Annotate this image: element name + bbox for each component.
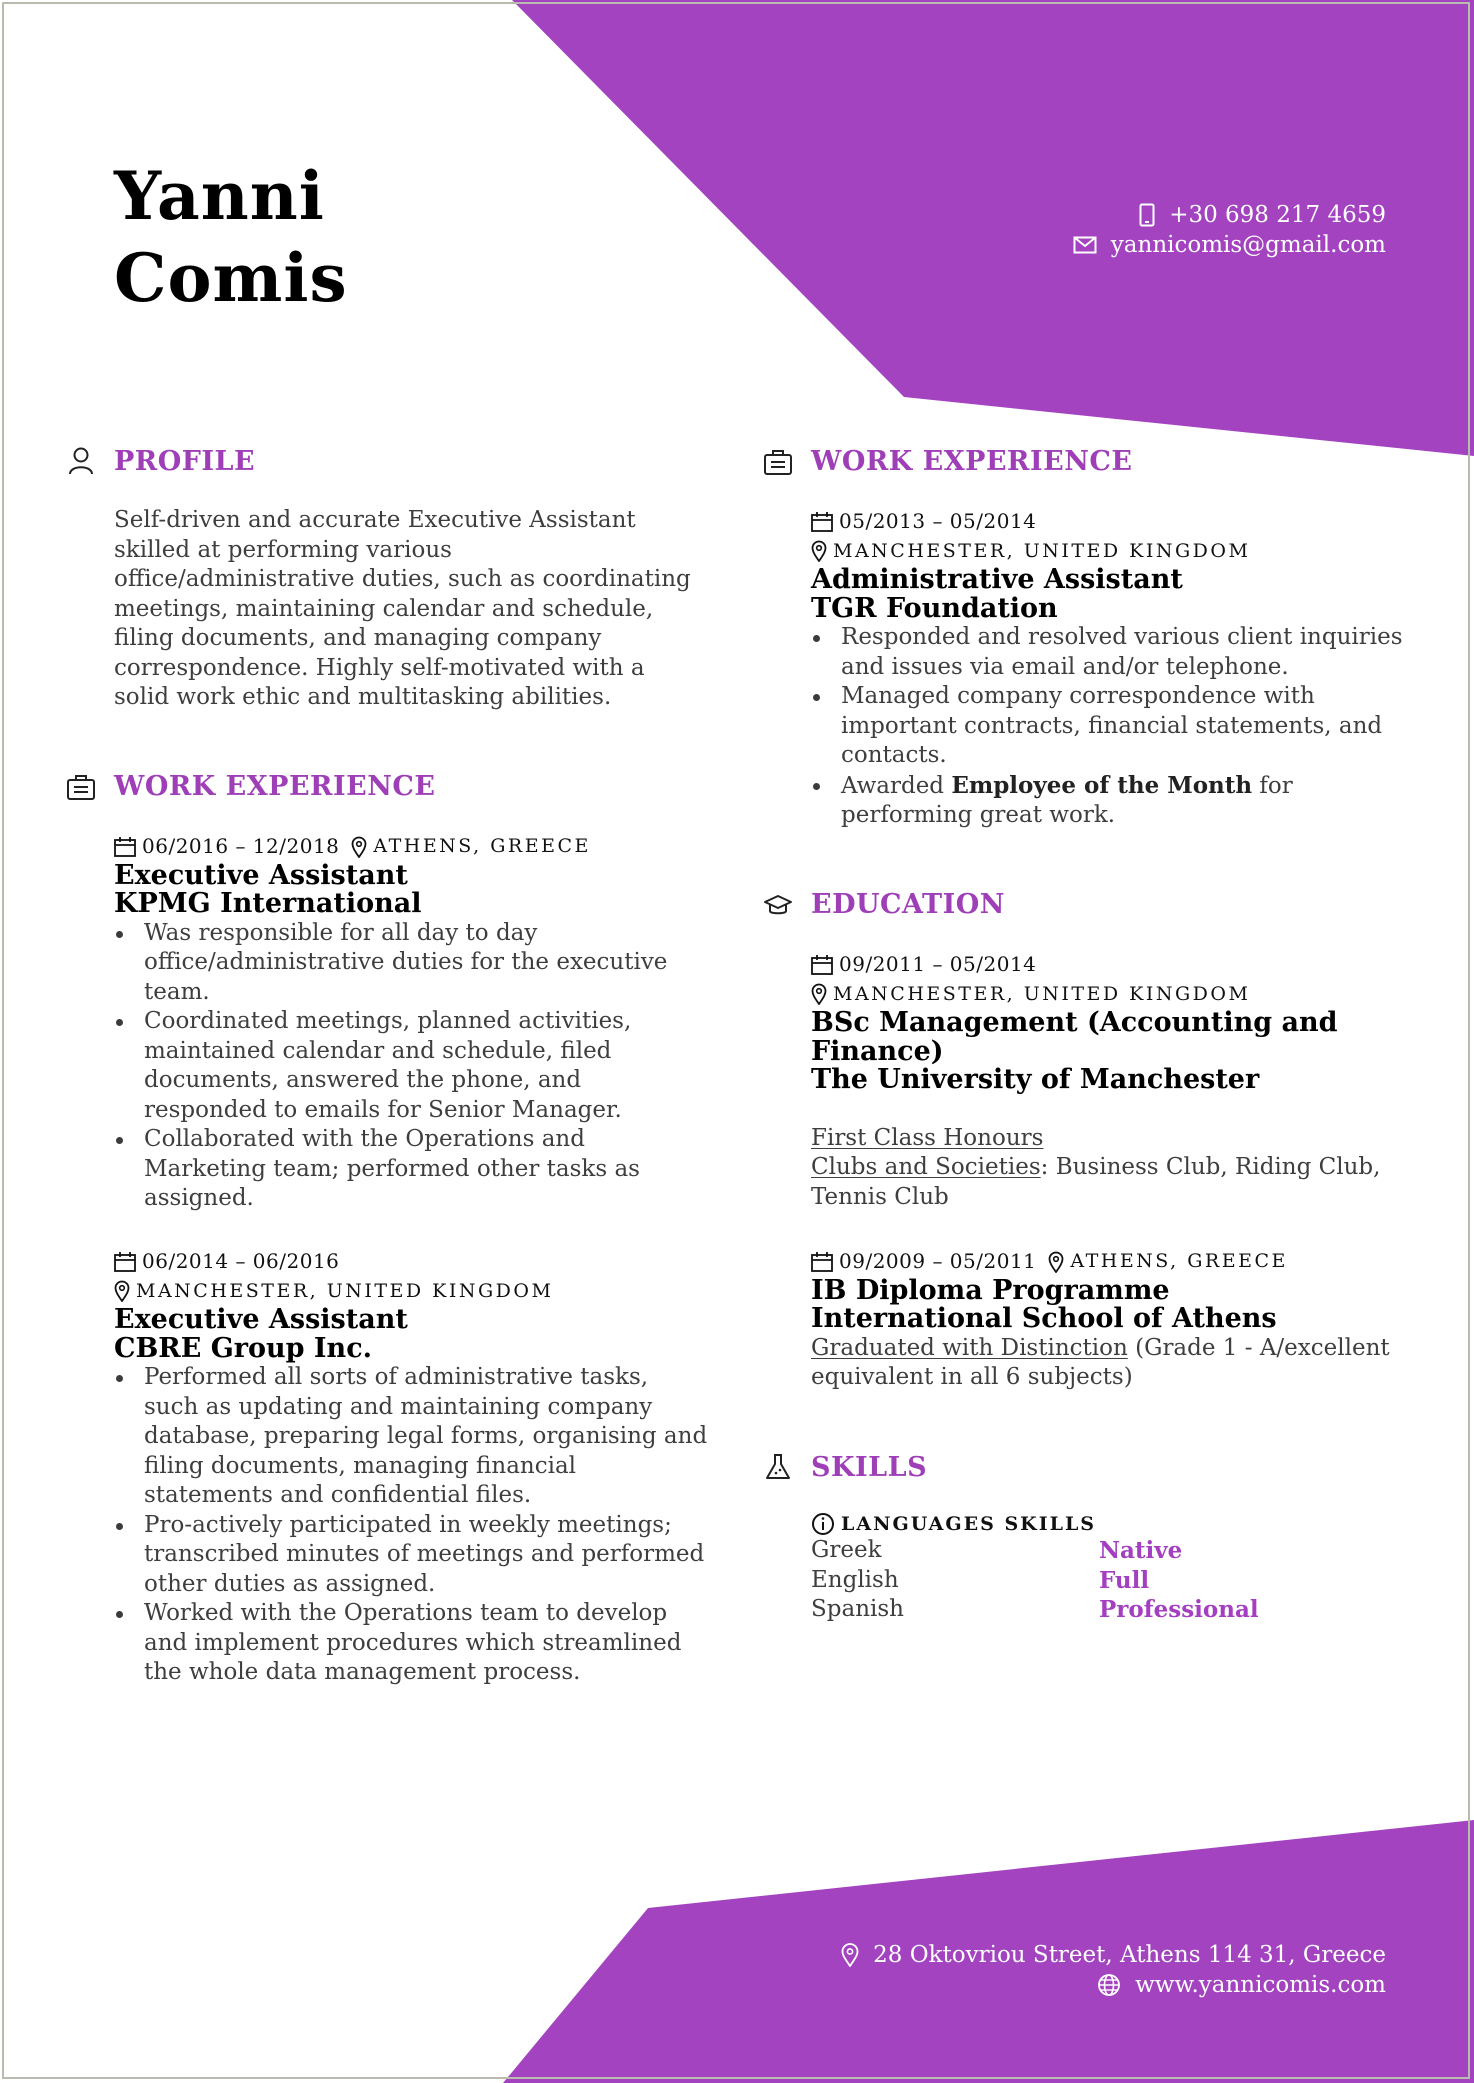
job-location: MANCHESTER, UNITED KINGDOM xyxy=(136,1279,554,1302)
education-details: Graduated with Distinction (Grade 1 - A/excellent equivalent in all 6 subjects) xyxy=(811,1334,1431,1393)
profile-line: filing documents, and managing company xyxy=(114,625,602,651)
distinction-details: equivalent in all 6 subjects) xyxy=(811,1364,1133,1390)
job-entry xyxy=(811,507,1411,831)
bullet-item: Collaborated with the Operations and Marketing team; performed other tasks as assigned. xyxy=(114,1125,734,1214)
bullet-item: Coordinated meetings, planned activities, maintained calendar and schedule, filed documents, answered the phone, and responded to emails for Senior Manager. xyxy=(114,1007,734,1125)
job-title: Executive Assistant xyxy=(114,1304,408,1335)
language-name: Greek xyxy=(811,1537,882,1563)
education-dates: 09/2009 – 05/2011 xyxy=(839,1249,1037,1273)
work-experience-title: WORK EXPERIENCE xyxy=(811,446,1133,477)
profile-line: meetings, maintaining calendar and schedule, xyxy=(114,595,654,622)
clubs-label: Clubs and Societies xyxy=(811,1154,1041,1180)
website-row xyxy=(841,1970,1386,2000)
clubs-text: Tennis Club xyxy=(811,1183,949,1210)
bullet-item: Performed all sorts of administrative tasks, such as updating and maintaining company database, preparing legal forms, organising and filing documents, managing financial statements and confidential files. xyxy=(114,1363,734,1511)
globe-icon xyxy=(1097,1973,1121,1997)
job-title: Administrative Assistant xyxy=(811,564,1183,595)
company-name: KPMG International xyxy=(114,888,422,919)
job-meta-location xyxy=(811,537,1411,567)
location-pin-icon xyxy=(811,983,827,1005)
job-meta xyxy=(114,832,734,862)
email-row xyxy=(1073,230,1386,260)
work-experience-title: WORK EXPERIENCE xyxy=(114,771,436,802)
job-dates: 05/2013 – 05/2014 xyxy=(839,509,1037,533)
calendar-icon xyxy=(811,1252,833,1272)
briefcase-icon xyxy=(763,447,793,477)
language-name: English xyxy=(811,1566,899,1593)
location-pin-icon xyxy=(841,1943,859,1967)
language-level: Professional xyxy=(1099,1596,1259,1623)
education-location: MANCHESTER, UNITED KINGDOM xyxy=(833,982,1251,1005)
website-link[interactable]: www.yannicomis.com xyxy=(1135,1972,1386,1998)
profile-line: correspondence. Highly self-motivated with a xyxy=(114,654,645,681)
contact-info xyxy=(1073,200,1386,260)
job-location: MANCHESTER, UNITED KINGDOM xyxy=(833,539,1251,562)
last-name: Comis xyxy=(114,239,348,317)
calendar-icon xyxy=(811,955,833,975)
profile-line: Self-driven and accurate Executive Assistant xyxy=(114,507,636,533)
info-icon xyxy=(811,1512,835,1536)
phone-row xyxy=(1073,200,1386,230)
education-entry xyxy=(811,950,1411,1212)
job-entry xyxy=(114,1247,734,1688)
language-name: Spanish xyxy=(811,1596,904,1622)
first-name: Yanni xyxy=(114,157,325,235)
languages-subheading xyxy=(811,1512,1411,1536)
education-details: First Class Honours Clubs and Societies: Business Club, Riding Club, Tennis Club xyxy=(811,1124,1411,1213)
calendar-icon xyxy=(114,837,136,857)
job-location: ATHENS, GREECE xyxy=(373,835,591,857)
job-bullets xyxy=(811,623,1411,831)
user-icon xyxy=(66,446,96,476)
bullet-item: Worked with the Operations team to develop and implement procedures which streamlined the whole data management process. xyxy=(114,1599,734,1688)
distinction-text: Graduated with Distinction xyxy=(811,1334,1128,1361)
company-name: CBRE Group Inc. xyxy=(114,1332,373,1364)
education-dates: 09/2011 – 05/2014 xyxy=(839,952,1037,976)
location-pin-icon xyxy=(811,540,827,562)
bullet-item: Responded and resolved various client inquiries and issues via email and/or telephone. xyxy=(811,623,1411,682)
language-level: Native xyxy=(1099,1537,1183,1564)
footer-contact xyxy=(841,1940,1386,2000)
education-entry xyxy=(811,1247,1431,1393)
job-bullets xyxy=(114,919,734,1214)
calendar-icon xyxy=(811,512,833,532)
profile-line: office/administrative duties, such as coordinating xyxy=(114,566,691,592)
education-meta xyxy=(811,950,1411,980)
profile-title: PROFILE xyxy=(114,446,256,477)
profile-line: skilled at performing various xyxy=(114,536,452,563)
school-name: The University of Manchester xyxy=(811,1064,1260,1095)
skills-title: SKILLS xyxy=(811,1452,928,1483)
job-entry xyxy=(114,832,734,1214)
briefcase-icon xyxy=(66,772,96,802)
email-icon xyxy=(1073,236,1097,254)
degree-title: BSc Management (Accounting and Finance) xyxy=(811,1007,1338,1067)
education-meta xyxy=(811,1247,1431,1277)
education-location: ATHENS, GREECE xyxy=(1070,1250,1288,1272)
language-level: Full xyxy=(1099,1566,1150,1594)
calendar-icon xyxy=(114,1252,136,1272)
email-address[interactable]: yannicomis@gmail.com xyxy=(1110,232,1386,258)
phone-icon xyxy=(1139,203,1155,227)
job-bullets xyxy=(114,1363,734,1688)
address-text: 28 Oktovriou Street, Athens 114 31, Greece xyxy=(873,1942,1386,1968)
language-row xyxy=(811,1566,1411,1596)
language-row xyxy=(811,1595,1411,1625)
education-meta-location xyxy=(811,980,1411,1010)
company-name: TGR Foundation xyxy=(811,592,1058,624)
flask-icon xyxy=(763,1452,793,1482)
graduation-cap-icon xyxy=(763,891,793,921)
language-row xyxy=(811,1536,1411,1566)
address-row xyxy=(841,1940,1386,1970)
bullet-item: Was responsible for all day to day office/administrative duties for the executive team. xyxy=(114,919,734,1008)
profile-line: solid work ethic and multitasking abilities. xyxy=(114,684,612,710)
candidate-name xyxy=(114,155,348,319)
job-dates: 06/2016 – 12/2018 xyxy=(142,834,340,858)
location-pin-icon xyxy=(114,1280,130,1302)
phone-number[interactable]: +30 698 217 4659 xyxy=(1169,202,1386,228)
location-pin-icon xyxy=(1048,1251,1064,1273)
honours-text: First Class Honours xyxy=(811,1124,1044,1151)
job-meta xyxy=(811,507,1411,537)
school-name: International School of Athens xyxy=(811,1303,1277,1334)
award-name: Employee of the Month xyxy=(951,771,1253,799)
education-title: EDUCATION xyxy=(811,889,1005,920)
degree-title: IB Diploma Programme xyxy=(811,1274,1170,1306)
job-meta-location xyxy=(114,1277,734,1307)
job-meta xyxy=(114,1247,734,1277)
job-dates: 06/2014 – 06/2016 xyxy=(142,1249,340,1273)
languages-subtitle: LANGUAGES SKILLS xyxy=(841,1513,1097,1535)
location-pin-icon xyxy=(351,836,367,858)
bullet-item: Pro-actively participated in weekly meetings; transcribed minutes of meetings and performed other duties as assigned. xyxy=(114,1511,734,1600)
bullet-item: Awarded Employee of the Month for performing great work. xyxy=(811,771,1411,831)
job-title: Executive Assistant xyxy=(114,859,408,891)
profile-summary xyxy=(114,506,714,713)
bullet-item: Managed company correspondence with important contracts, financial statements, and contacts. xyxy=(811,682,1411,771)
skills-content xyxy=(811,1512,1411,1625)
